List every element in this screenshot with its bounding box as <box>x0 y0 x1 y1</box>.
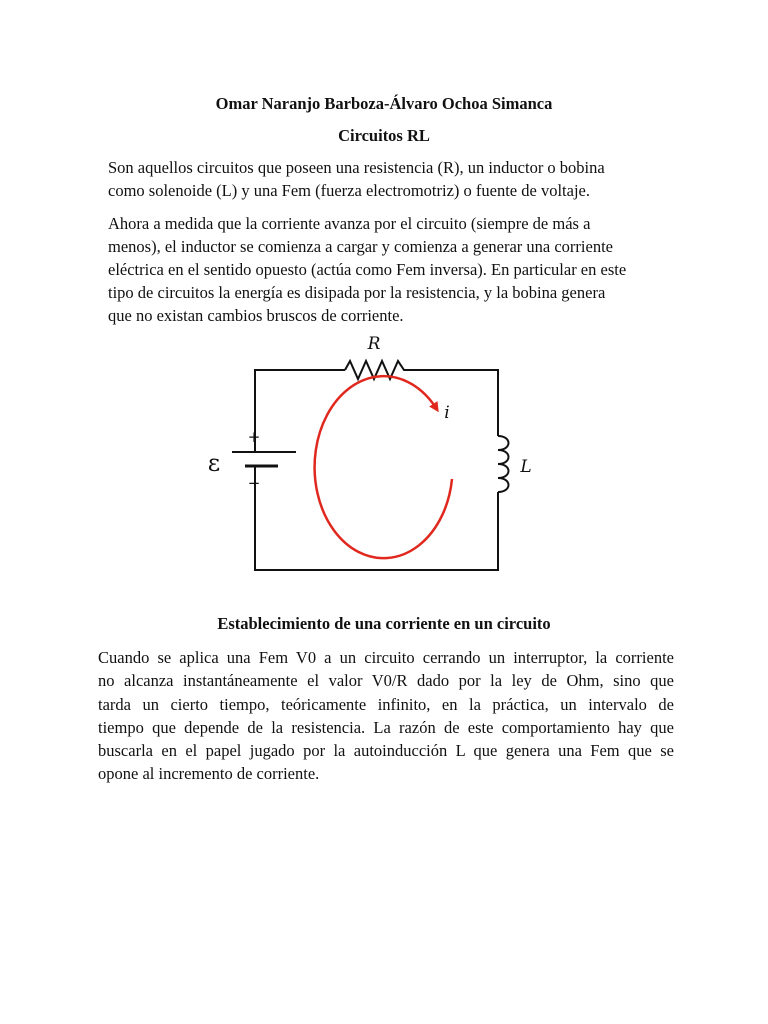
minus-sign: − <box>247 474 261 492</box>
intro-p2-line-3: eléctrica en el sentido opuesto (actúa como Fem inversa). En particular en este <box>108 260 627 279</box>
intro-p1-line-1: Son aquellos circuitos que poseen una resistencia (R), un inductor o bobina <box>108 158 605 177</box>
section-body-line-3: tarda un cierto tiempo, teóricamente infinito, en la práctica, un intervalo de <box>98 694 674 714</box>
rl-circuit-diagram <box>190 328 550 584</box>
section-body <box>98 646 674 786</box>
section-body-line-1: Cuando se aplica una Fem V0 a un circuito cerrando un interruptor, la corriente <box>98 648 674 667</box>
intro-p1-line-2: como solenoide (L) y una Fem (fuerza electromotriz) o fuente de voltaje. <box>108 181 590 200</box>
intro-p2-line-4: tipo de circuitos la energía es disipada por la resistencia, y la bobina genera <box>108 283 606 302</box>
circuit-wires <box>255 370 498 570</box>
section-body-line-6: opone al incremento de corriente. <box>98 764 320 784</box>
page-title: Circuitos RL <box>338 126 430 145</box>
inductor-label: L <box>520 457 532 477</box>
plus-sign: + <box>247 428 261 446</box>
current-label: i <box>444 403 450 423</box>
section-body-line-2: no alcanza instantáneamente el valor V0/R dado por la ley de Ohm, sino que <box>98 671 674 691</box>
section-body-line-4: tiempo que depende de la resistencia. La razón de este comportamiento hay que <box>98 717 674 737</box>
section-heading: Establecimiento de una corriente en un circuito <box>217 614 551 633</box>
resistor-label: R <box>367 334 381 354</box>
voltage-source-symbol <box>232 452 296 466</box>
authors-line: Omar Naranjo Barboza-Álvaro Ochoa Simanca <box>215 94 553 113</box>
intro-p2-line-5: que no existan cambios bruscos de corriente. <box>108 306 404 325</box>
inductor-symbol <box>498 436 509 492</box>
intro-p2-line-2: menos), el inductor se comienza a cargar y comienza a generar una corriente <box>108 237 613 256</box>
intro-p2-line-1: Ahora a medida que la corriente avanza por el circuito (siempre de más a <box>108 214 591 233</box>
current-arrow <box>315 376 452 558</box>
section-body-line-5: buscarla en el papel jugado por la autoinducción L que genera una Fem que se <box>98 741 674 761</box>
source-label: ε <box>207 449 221 477</box>
